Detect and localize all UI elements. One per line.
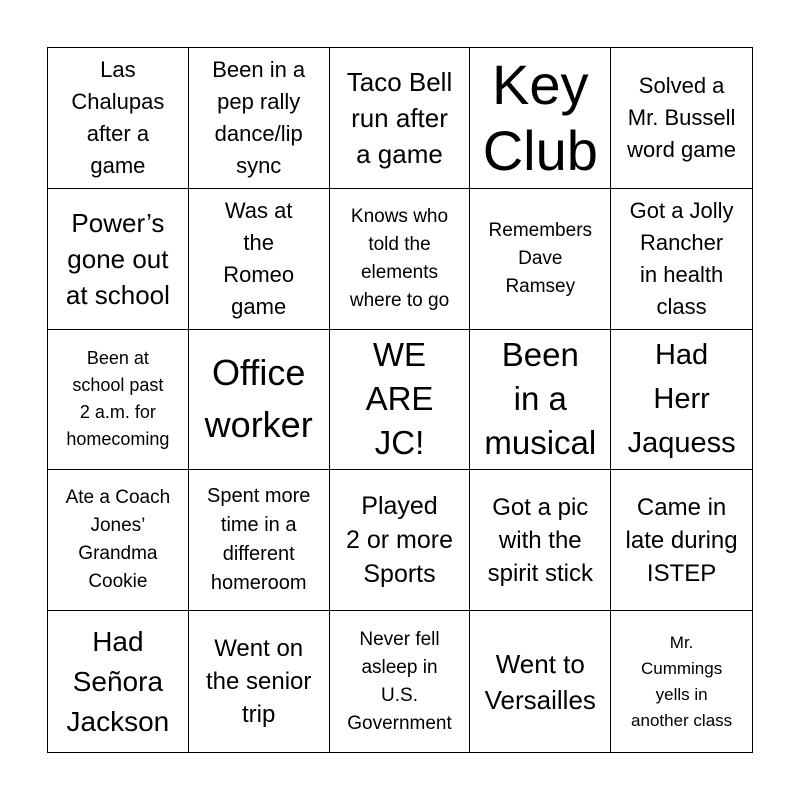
- bingo-cell-r1c3[interactable]: [330, 48, 471, 189]
- bingo-cell-r2c2[interactable]: [189, 189, 330, 330]
- bingo-cell-text: Went to Versailles: [484, 648, 596, 715]
- bingo-cell-r5c4[interactable]: [470, 611, 611, 752]
- bingo-cell-r2c1[interactable]: [48, 189, 189, 330]
- bingo-cell-r3c4[interactable]: [470, 330, 611, 471]
- bingo-cell-r5c1[interactable]: [48, 611, 189, 752]
- bingo-cell-r1c2[interactable]: [189, 48, 330, 189]
- bingo-cell-r4c2[interactable]: [189, 470, 330, 611]
- bingo-cell-text: Solved a Mr. Bussell word game: [627, 72, 737, 162]
- bingo-cell-r1c4[interactable]: [470, 48, 611, 189]
- bingo-cell-r1c1[interactable]: [48, 48, 189, 189]
- bingo-cell-text: Been in a pep rally dance/lip sync: [212, 56, 306, 178]
- bingo-cell-text: Had Herr Jaquess: [627, 339, 736, 460]
- bingo-cell-r5c3[interactable]: [330, 611, 471, 752]
- bingo-cell-text: Ate a Coach Jones’ Grandma Cookie: [65, 487, 171, 593]
- bingo-cell-text: Came in late during ISTEP: [625, 493, 738, 587]
- bingo-cell-r4c3[interactable]: [330, 470, 471, 611]
- bingo-cell-text: Got a Jolly Rancher in health class: [629, 197, 734, 319]
- bingo-cell-r5c5[interactable]: [611, 611, 752, 752]
- bingo-cell-text: Office worker: [204, 352, 313, 446]
- bingo-cell-r3c3[interactable]: [330, 330, 471, 471]
- bingo-cell-text: Got a pic with the spirit stick: [487, 493, 593, 587]
- bingo-cell-r2c4[interactable]: [470, 189, 611, 330]
- bingo-cell-text: Remembers Dave Ramsey: [488, 219, 593, 297]
- bingo-cell-text: Had Señora Jackson: [66, 625, 170, 737]
- bingo-cell-r1c5[interactable]: [611, 48, 752, 189]
- bingo-cell-r3c2[interactable]: [189, 330, 330, 471]
- bingo-board: [47, 47, 753, 753]
- bingo-cell-r2c3[interactable]: [330, 189, 471, 330]
- bingo-cell-r4c4[interactable]: [470, 470, 611, 611]
- bingo-cell-r4c1[interactable]: [48, 470, 189, 611]
- bingo-cell-text: Never fell asleep in U.S. Government: [347, 628, 452, 734]
- bingo-cell-text: Key Club: [482, 52, 598, 182]
- bingo-cell-r4c5[interactable]: [611, 470, 752, 611]
- bingo-cell-text: WE ARE JC!: [365, 336, 434, 462]
- bingo-cell-text: Taco Bell run after a game: [346, 66, 453, 169]
- bingo-cell-text: Mr. Cummings yells in another class: [631, 632, 733, 730]
- bingo-cell-text: Been at school past 2 a.m. for homecoming: [66, 348, 170, 450]
- bingo-cell-r3c1[interactable]: [48, 330, 189, 471]
- bingo-cell-r3c5[interactable]: [611, 330, 752, 471]
- bingo-cell-text: Been in a musical: [484, 336, 597, 462]
- bingo-cell-text: Was at the Romeo game: [223, 197, 295, 319]
- bingo-cell-text: Power’s gone out at school: [65, 207, 170, 310]
- bingo-cell-text: Went on the senior trip: [205, 635, 312, 729]
- bingo-cell-r5c2[interactable]: [189, 611, 330, 752]
- bingo-cell-text: Las Chalupas after a game: [71, 56, 165, 178]
- bingo-cell-r2c5[interactable]: [611, 189, 752, 330]
- bingo-cell-text: Played 2 or more Sports: [346, 492, 453, 589]
- bingo-cell-text: Spent more time in a different homeroom: [207, 485, 311, 595]
- bingo-cell-text: Knows who told the elements where to go: [349, 205, 450, 311]
